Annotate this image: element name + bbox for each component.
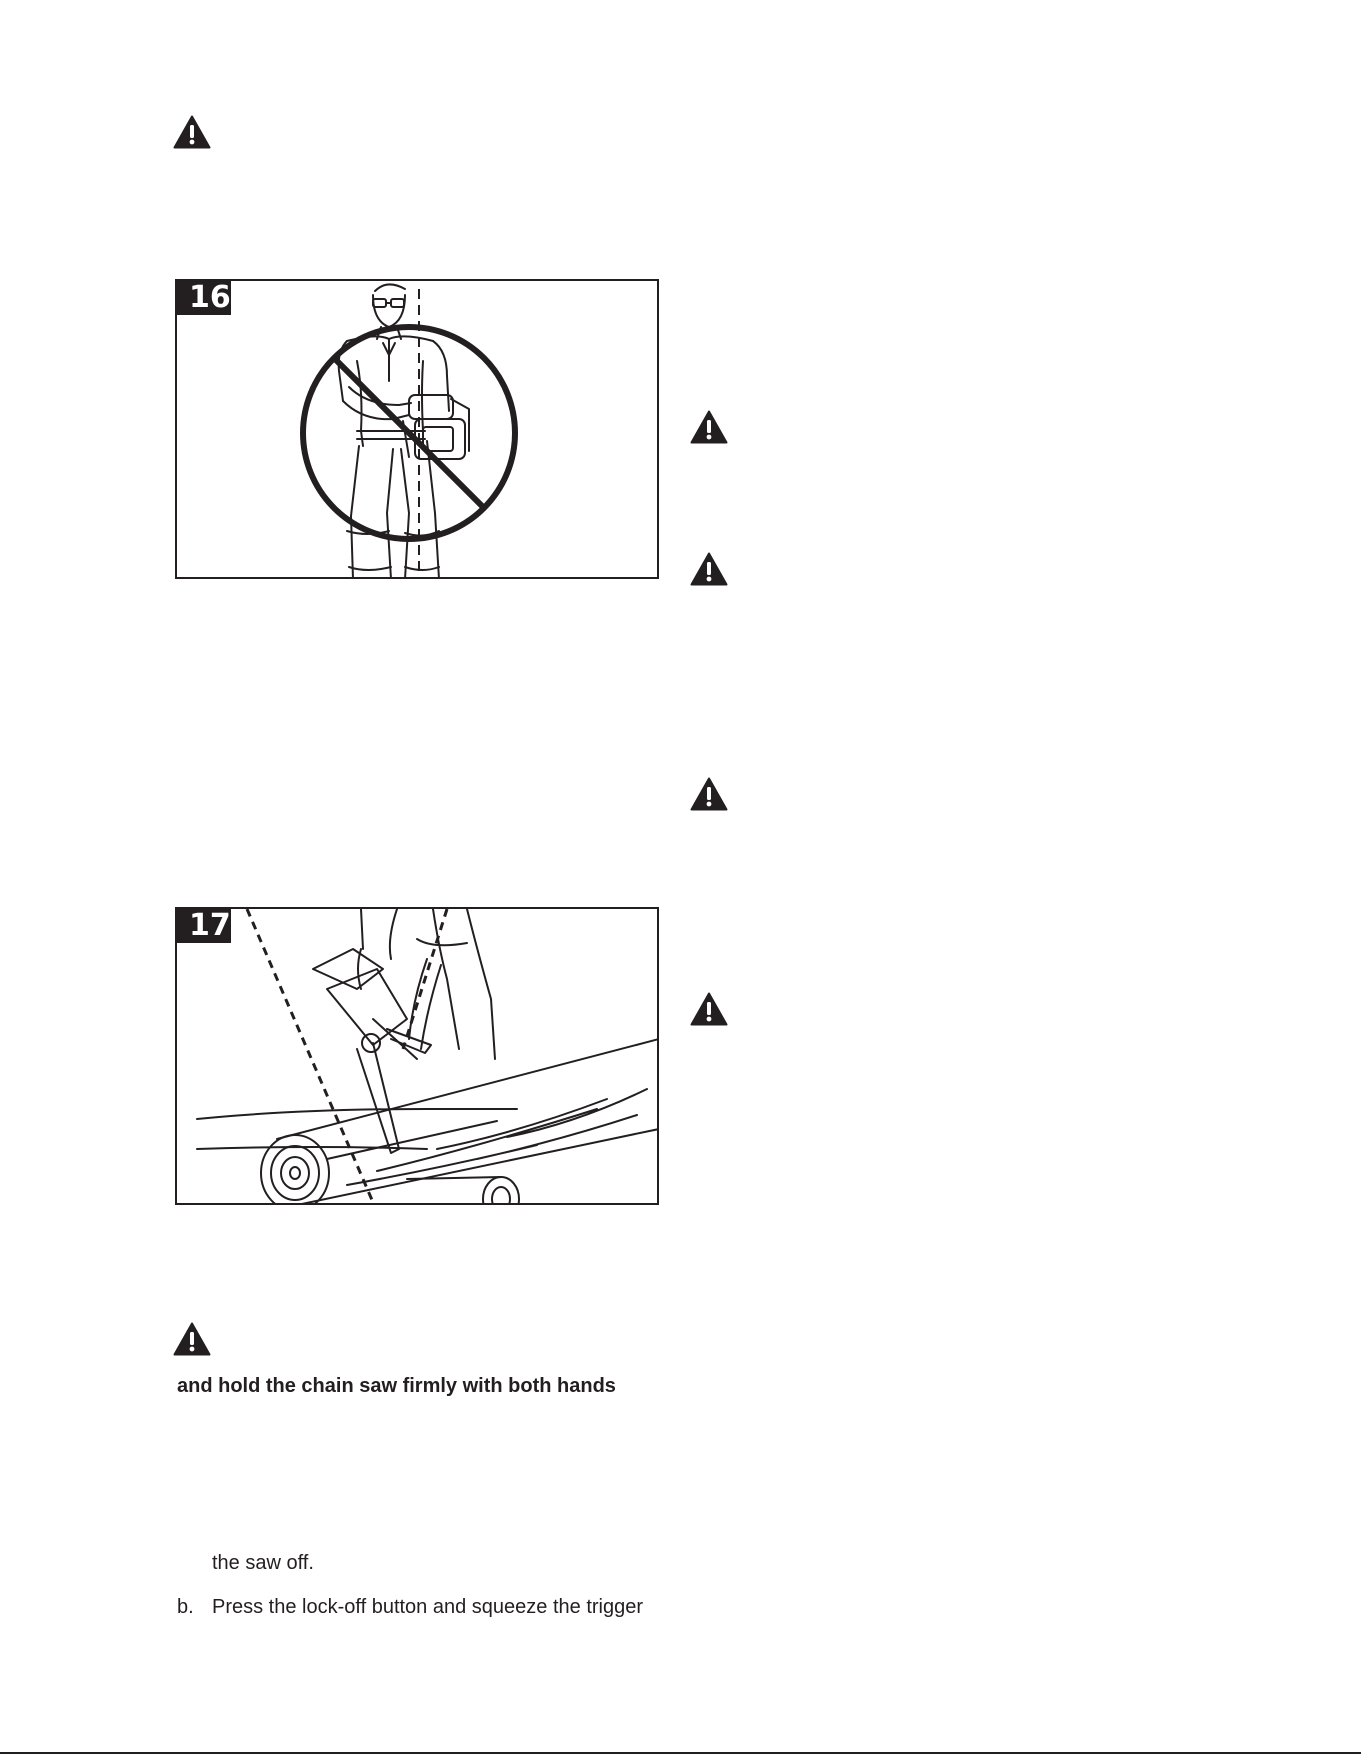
step-b-text: Press the lock-off button and squeeze the trigger bbox=[212, 1596, 644, 1618]
hold-firmly-text: and hold the chain saw firmly with both hands bbox=[177, 1375, 616, 1397]
warning-icon bbox=[690, 410, 728, 444]
warning-icon bbox=[690, 552, 728, 586]
figure-16 bbox=[175, 279, 659, 579]
warning-icon bbox=[690, 992, 728, 1026]
figure-label: 17 bbox=[177, 909, 231, 943]
warning-icon bbox=[173, 1322, 211, 1356]
saw-off-text: the saw off. bbox=[212, 1552, 314, 1574]
figure-16-illustration bbox=[177, 281, 659, 579]
warning-icon bbox=[690, 777, 728, 811]
warning-icon bbox=[173, 115, 211, 149]
step-b-marker: b. bbox=[177, 1596, 194, 1618]
figure-17 bbox=[175, 907, 659, 1205]
footer-rule bbox=[0, 1752, 1361, 1754]
figure-17-illustration bbox=[177, 909, 659, 1205]
figure-label: 16 bbox=[177, 281, 231, 315]
